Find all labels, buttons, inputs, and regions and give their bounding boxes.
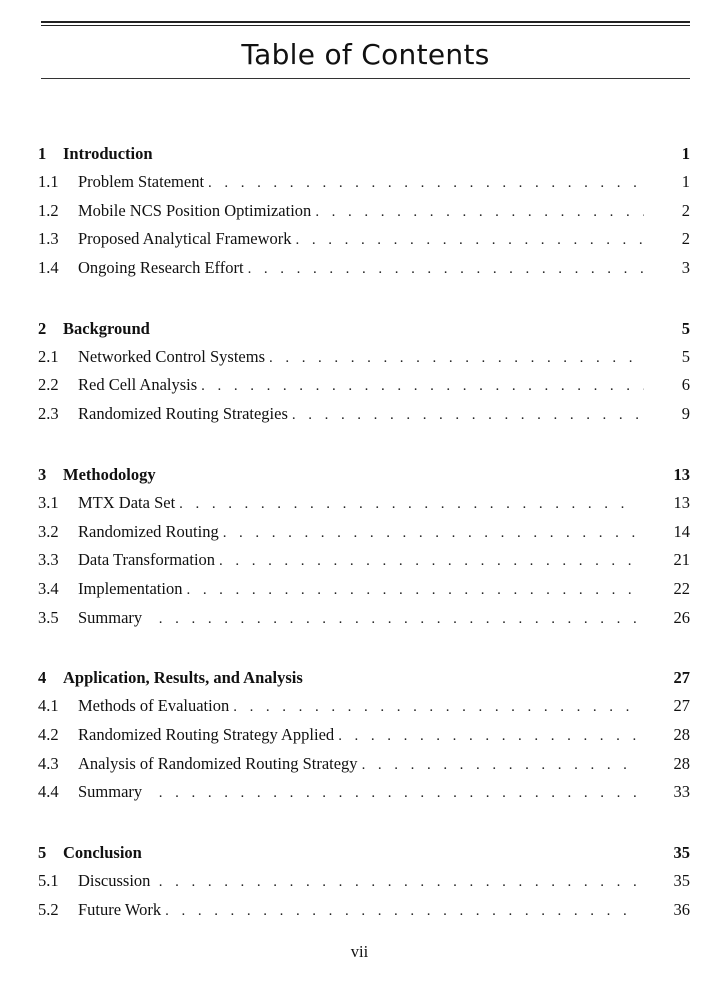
toc-section-entry[interactable]	[38, 400, 690, 429]
dot-leader	[154, 867, 635, 897]
chapter-page-number: 13	[673, 464, 690, 484]
dot-leader	[146, 778, 635, 808]
section-number: 2.2	[38, 375, 59, 395]
section-title: Proposed Analytical Framework	[78, 229, 292, 249]
toc-section-entry[interactable]	[38, 750, 690, 779]
section-page-number: 3	[681, 258, 690, 278]
section-page-number: 26	[673, 607, 690, 627]
section-title: Randomized Routing	[78, 521, 219, 541]
toc-section-entry[interactable]	[38, 225, 690, 254]
toc-section-entry[interactable]	[38, 778, 690, 807]
section-title: Randomized Routing Strategies	[78, 404, 288, 424]
toc-chapter-entry[interactable]	[38, 461, 690, 489]
section-number: 1.3	[38, 229, 59, 249]
section-title: Analysis of Randomized Routing Strategy	[78, 753, 358, 773]
toc-section-entry[interactable]	[38, 371, 690, 400]
section-page-number: 13	[673, 492, 690, 512]
toc-chapter-entry[interactable]	[38, 664, 690, 692]
page-number: vii	[350, 942, 369, 961]
chapter-title: Conclusion	[63, 843, 142, 862]
chapter-title: Methodology	[63, 464, 156, 484]
section-page-number: 2	[681, 229, 690, 249]
section-title: Data Transformation	[78, 550, 216, 570]
section-number: 1.4	[38, 258, 59, 278]
section-page-number: 35	[673, 871, 690, 890]
toc-section-entry[interactable]	[38, 867, 690, 896]
section-number: 2.1	[38, 346, 59, 366]
section-page-number: 14	[673, 521, 690, 541]
section-number: 3.3	[38, 550, 59, 570]
section-title: Mobile NCS Position Optimization	[78, 200, 312, 220]
section-title: MTX Data Set	[78, 492, 176, 512]
toc-section-entry[interactable]	[38, 168, 690, 197]
dot-leader	[315, 197, 643, 227]
section-number: 4.3	[38, 753, 59, 773]
chapter-number: 3	[38, 464, 47, 484]
dot-leader	[179, 489, 635, 519]
toc-section-entry[interactable]	[38, 692, 690, 721]
section-title: Summary	[78, 607, 143, 627]
header-rule-bottom	[41, 78, 690, 79]
dot-leader	[165, 896, 635, 926]
chapter-number: 2	[38, 318, 47, 338]
section-title: Future Work	[78, 899, 162, 919]
section-title: Networked Control Systems	[78, 346, 265, 366]
section-number: 3.1	[38, 492, 59, 512]
section-title: Problem Statement	[78, 172, 205, 191]
section-page-number: 9	[681, 404, 690, 424]
section-number: 2.3	[38, 404, 59, 424]
chapter-page-number: 35	[673, 843, 690, 862]
chapter-page-number: 1	[681, 144, 690, 163]
chapter-title: Application, Results, and Analysis	[63, 668, 303, 688]
toc-chapter	[38, 140, 690, 283]
section-page-number: 28	[673, 724, 690, 744]
toc-section-entry[interactable]	[38, 343, 690, 372]
toc-section-entry[interactable]	[38, 546, 690, 575]
dot-leader	[233, 692, 635, 722]
toc-chapter-entry[interactable]	[38, 315, 690, 343]
dot-leader	[338, 721, 635, 751]
dot-leader	[248, 254, 644, 284]
section-page-number: 27	[673, 696, 690, 716]
section-title: Methods of Evaluation	[78, 696, 230, 716]
section-number: 1.1	[38, 172, 59, 191]
section-page-number: 5	[681, 346, 690, 366]
dot-leader	[201, 371, 644, 401]
toc-chapter	[38, 839, 690, 924]
section-title: Ongoing Research Effort	[78, 258, 244, 278]
section-page-number: 22	[673, 578, 690, 598]
section-page-number: 36	[673, 899, 690, 919]
section-number: 4.4	[38, 782, 59, 802]
section-number: 3.5	[38, 607, 59, 627]
toc-chapter-entry[interactable]	[38, 140, 690, 168]
toc-section-entry[interactable]	[38, 721, 690, 750]
section-title: Implementation	[78, 578, 183, 598]
dot-leader	[296, 225, 644, 255]
chapter-page-number: 5	[681, 318, 690, 338]
dot-leader	[223, 518, 636, 548]
section-number: 4.1	[38, 696, 59, 716]
table-of-contents	[38, 140, 690, 924]
section-page-number: 1	[681, 172, 690, 191]
chapter-title: Introduction	[63, 144, 153, 163]
toc-chapter	[38, 664, 690, 807]
toc-chapter	[38, 461, 690, 632]
dot-leader	[269, 343, 644, 373]
section-number: 3.4	[38, 578, 59, 598]
section-number: 5.1	[38, 871, 59, 890]
chapter-number: 1	[38, 144, 47, 163]
section-title: Discussion	[78, 871, 151, 890]
toc-section-entry[interactable]	[38, 896, 690, 925]
toc-chapter	[38, 315, 690, 429]
dot-leader	[208, 168, 644, 198]
section-page-number: 2	[681, 200, 690, 220]
section-title: Summary	[78, 782, 143, 802]
chapter-title: Background	[63, 318, 150, 338]
chapter-number: 5	[38, 843, 47, 862]
dot-leader	[219, 546, 635, 576]
toc-section-entry[interactable]	[38, 518, 690, 547]
toc-section-entry[interactable]	[38, 254, 690, 283]
header-rule-top-thin	[41, 25, 690, 26]
dot-leader	[362, 750, 636, 780]
section-page-number: 28	[673, 753, 690, 773]
toc-section-entry[interactable]	[38, 197, 690, 226]
section-number: 5.2	[38, 899, 59, 919]
dot-leader	[186, 575, 635, 605]
dot-leader	[292, 400, 644, 430]
toc-section-entry[interactable]	[38, 575, 690, 604]
section-page-number: 21	[673, 550, 690, 570]
section-number: 1.2	[38, 200, 59, 220]
section-page-number: 33	[673, 782, 690, 802]
chapter-page-number: 27	[673, 668, 690, 688]
section-title: Red Cell Analysis	[78, 375, 198, 395]
section-number: 3.2	[38, 521, 59, 541]
header-rule-top	[41, 21, 690, 23]
dot-leader	[146, 604, 635, 634]
toc-section-entry[interactable]	[38, 604, 690, 633]
section-title: Randomized Routing Strategy Applied	[78, 724, 335, 744]
page-title: Table of Contents	[241, 38, 490, 71]
chapter-number: 4	[38, 668, 47, 688]
toc-chapter-entry[interactable]	[38, 839, 690, 867]
section-number: 4.2	[38, 724, 59, 744]
toc-section-entry[interactable]	[38, 489, 690, 518]
section-page-number: 6	[681, 375, 690, 395]
